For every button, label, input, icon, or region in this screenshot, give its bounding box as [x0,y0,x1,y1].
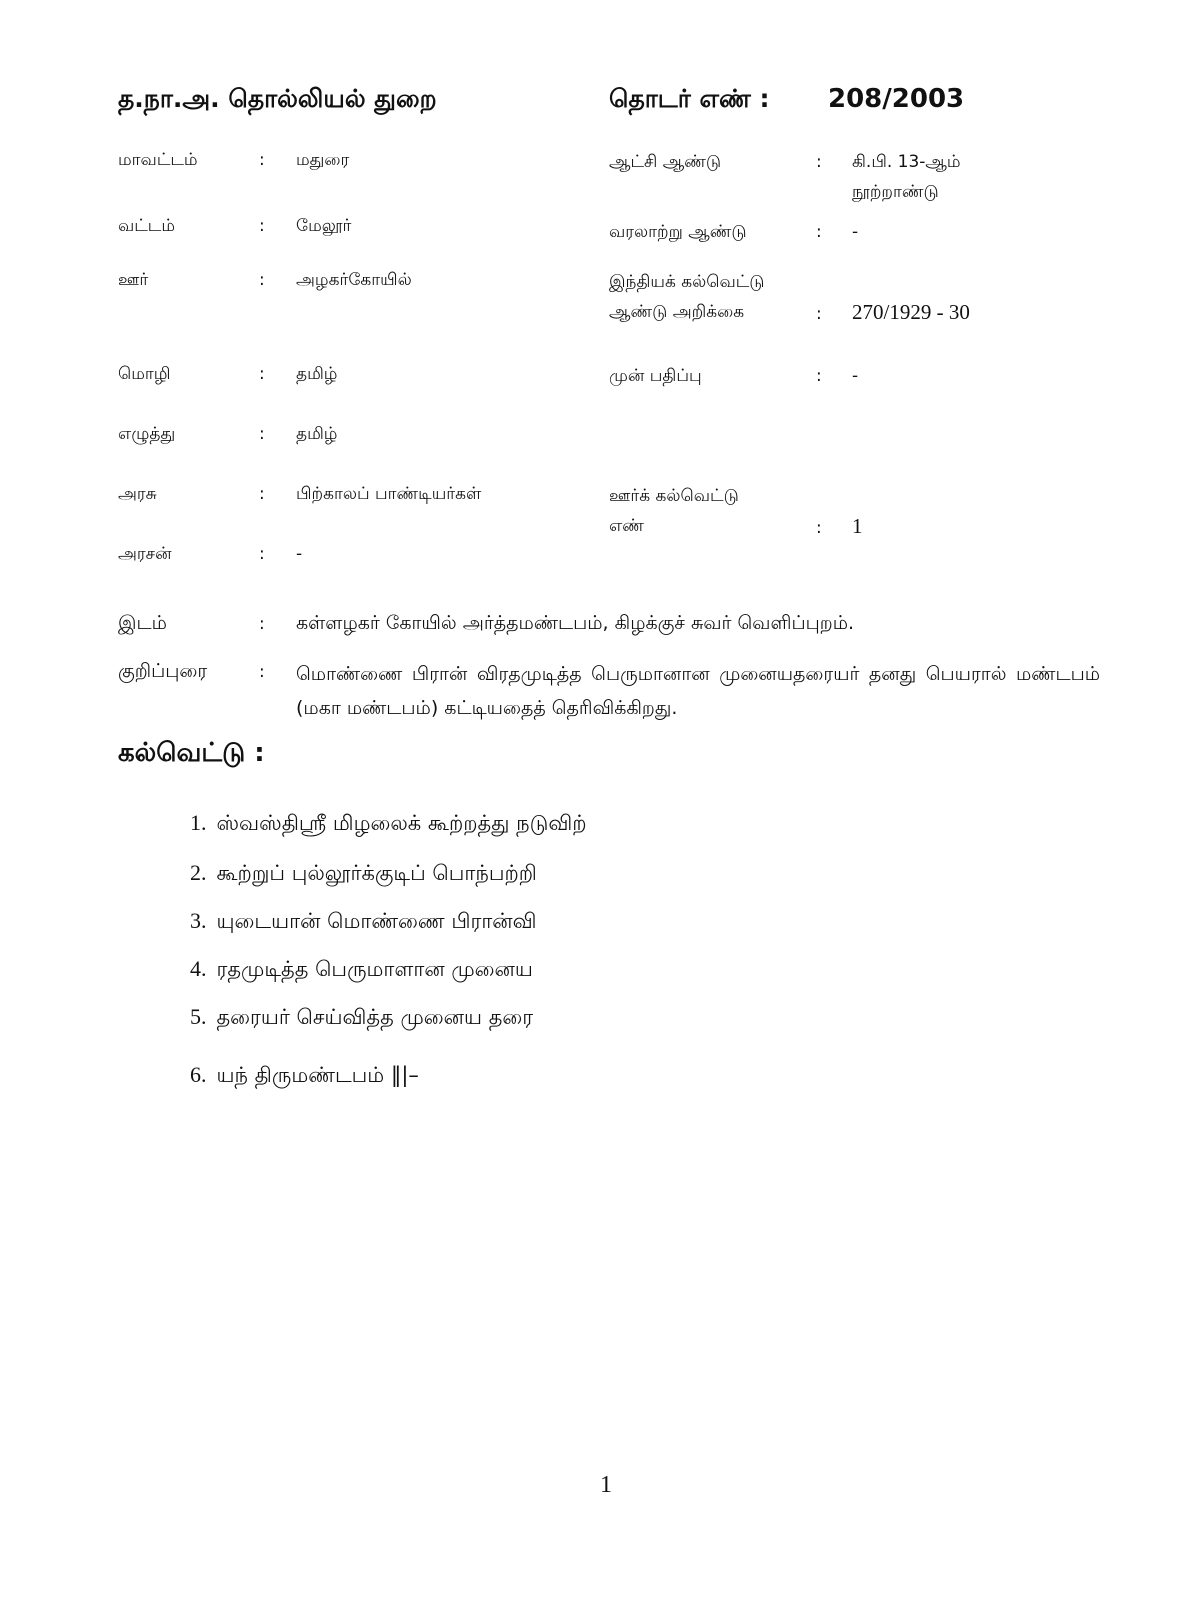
line-number: 5. [190,1004,207,1029]
line-text: ஸ்வஸ்திஸ்ரீ மிழலைக் கூற்றத்து நடுவிற் [216,811,587,835]
field-label-taluk: வட்டம் [118,216,176,236]
inscription-line [190,1004,533,1032]
inscription-heading: கல்வெட்டு : [118,738,265,768]
field-value-village: அழகர்கோயில் [296,270,412,290]
field-label-reign-year: ஆட்சி ஆண்டு [609,152,722,172]
colon: : [259,614,265,634]
colon: : [259,216,265,236]
note-label: குறிப்புரை [118,660,208,682]
field-label-dynasty: அரசு [118,484,157,504]
colon: : [816,366,822,386]
field-value-script: தமிழ் [296,424,338,444]
line-text: கூற்றுப் புல்லூர்க்குடிப் பொந்பற்றி [216,861,537,885]
line-number: 3. [190,908,207,933]
field-label-village-inscription-line2: எண் [609,516,644,536]
line-text: தரையர் செய்வித்த முனைய தரை [216,1005,534,1029]
inscription-line [190,810,587,838]
serial-number: 208/2003 [828,84,965,114]
field-label-historical-year: வரலாற்று ஆண்டு [609,222,747,242]
inscription-line [190,860,537,888]
colon: : [816,222,822,242]
field-value-district: மதுரை [296,150,350,170]
line-number: 2. [190,860,207,885]
field-value-village-inscription: 1 [852,514,863,538]
inscription-line [190,1062,419,1090]
place-label: இடம் [118,612,167,634]
serial-label: தொடர் எண் : [609,84,770,113]
field-label-epigraphy-line1: இந்தியக் கல்வெட்டு [609,272,765,292]
field-value-taluk: மேலூர் [296,216,352,236]
field-value-reign-year-line2: நூற்றாண்டு [852,182,939,202]
field-value-dynasty: பிற்காலப் பாண்டியர்கள் [296,484,482,504]
field-value-reign-year: கி.பி. 13-ஆம் [852,152,961,172]
field-value-historical-year: - [852,222,859,242]
colon: : [816,152,822,172]
field-label-village-inscription-line1: ஊர்க் கல்வெட்டு [609,486,739,506]
line-text: யந் திருமண்டபம் ‖|– [216,1063,419,1087]
field-label-village: ஊர் [118,270,149,290]
note-value: மொண்ணை பிரான் விரதமுடித்த பெருமானான முனையதரையர் தனது பெயரால் மண்டபம் (மகா மண்டபம்) கட்டியதைத் தெரிவிக்கிறது. [296,663,1100,719]
field-label-district: மாவட்டம் [118,150,198,170]
colon: : [259,364,265,384]
colon: : [259,484,265,504]
field-value-language: தமிழ் [296,364,338,384]
colon: : [259,662,265,682]
colon: : [816,518,822,538]
field-value-previous-edition: - [852,366,859,386]
page-number: 1 [600,1472,612,1498]
inscription-line [190,908,537,936]
field-value-king: - [296,544,303,564]
field-value-epigraphy: 270/1929 - 30 [852,300,970,324]
field-label-language: மொழி [118,364,171,384]
line-number: 4. [190,956,207,981]
colon: : [259,424,265,444]
field-label-epigraphy-line2: ஆண்டு அறிக்கை [609,302,745,322]
field-label-script: எழுத்து [118,424,176,444]
place-value: கள்ளழகர் கோயில் அர்த்தமண்டபம், கிழக்குச் சுவர் வெளிப்புறம். [296,612,855,634]
field-label-previous-edition: முன் பதிப்பு [609,366,702,386]
department-title: த.நா.அ. தொல்லியல் துறை [118,84,437,113]
field-label-king: அரசன் [118,544,172,564]
colon: : [259,270,265,290]
line-text: யுடையான் மொண்ணை பிரான்வி [216,909,537,933]
colon: : [259,544,265,564]
line-number: 6. [190,1062,207,1087]
inscription-line [190,956,533,984]
colon: : [259,150,265,170]
line-text: ரதமுடித்த பெருமாளான முனைய [216,957,533,981]
colon: : [816,304,822,324]
line-number: 1. [190,810,207,835]
